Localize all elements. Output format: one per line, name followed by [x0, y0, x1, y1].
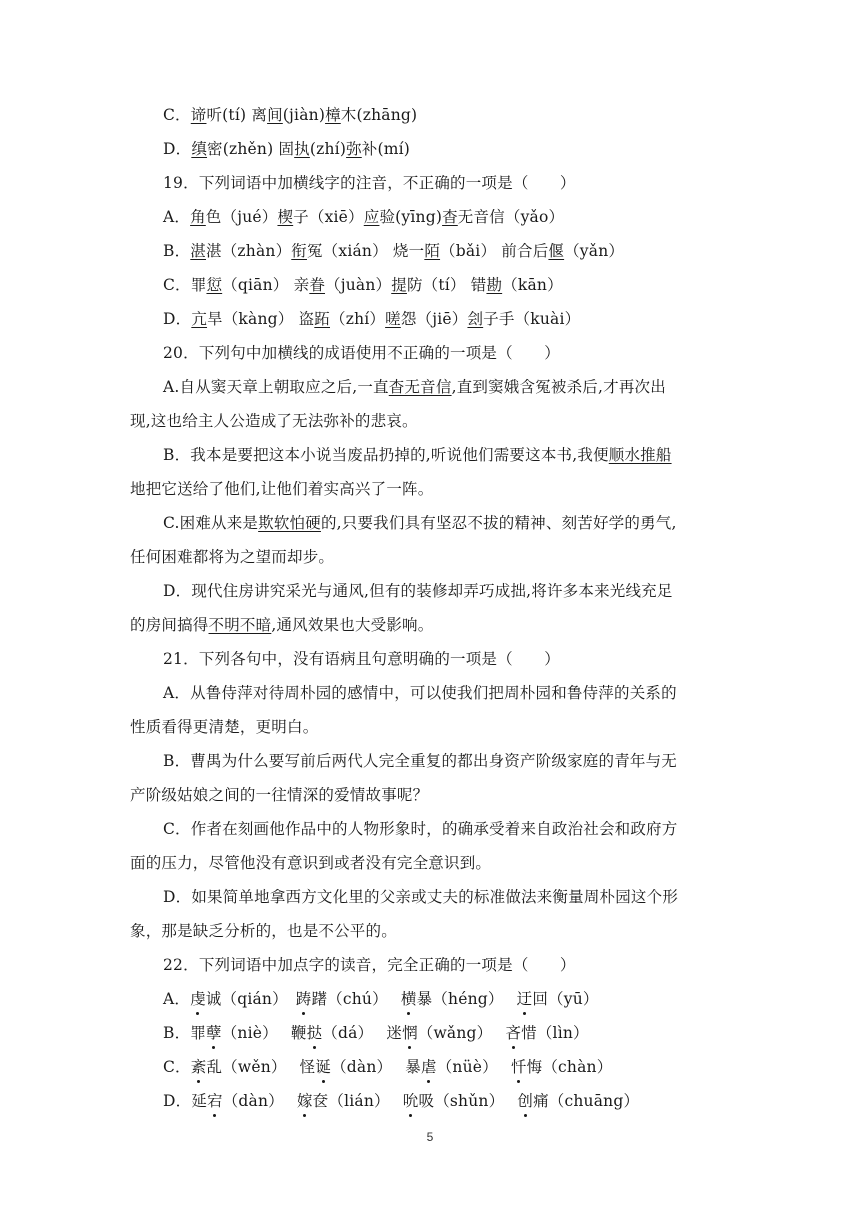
text-line [163, 955, 576, 975]
dotted-char: 嫁 [296, 1092, 313, 1110]
text-segment: （zhí） [330, 310, 386, 328]
text-segment: （dá） 迷 [322, 1024, 403, 1042]
text-segment: 性质看得更清楚，更明白。 [130, 718, 319, 736]
text-segment: （dàn） [222, 1092, 297, 1110]
text-segment: 无音信（yǎo） [457, 208, 565, 226]
text-segment: （wǎng） [417, 1024, 506, 1042]
underlined-text: 刽 [467, 310, 484, 328]
text-line [163, 1023, 589, 1043]
text-segment: 冤（xián） 烧一 [306, 242, 425, 260]
underlined-text: 执 [294, 140, 310, 158]
underlined-text: 樟 [325, 106, 341, 124]
text-segment: B．罪 [163, 1024, 206, 1042]
text-segment: ,通风效果也大受影响。 [271, 616, 434, 634]
text-segment: A．从鲁侍萍对待周朴园的感情中，可以使我们把周朴园和鲁侍萍的关系的 [163, 684, 677, 702]
dotted-char: 惘 [402, 1024, 418, 1042]
dotted-char: 吝 [505, 1024, 522, 1042]
dotted-char: 宕 [207, 1092, 223, 1110]
text-segment: 痛（chuāng） [533, 1092, 640, 1110]
text-segment: 躇（chú） [311, 990, 401, 1008]
underlined-text: 缜 [191, 140, 208, 158]
dotted-char: 挞 [306, 1024, 323, 1042]
text-segment: A． [163, 990, 191, 1008]
dotted-char: 踌 [295, 990, 312, 1008]
text-segment: 任何困难都将为之望而却步。 [130, 548, 335, 566]
text-segment: 的,只要我们具有坚忍不拔的精神、刻苦好学的勇气, [320, 514, 677, 532]
text-line [163, 819, 677, 839]
text-segment: 木(zhāng) [340, 106, 418, 124]
text-line [130, 547, 334, 567]
text-segment: 密(zhěn) 固 [207, 140, 295, 158]
text-segment: C.困难从来是 [163, 514, 259, 532]
text-segment: D．延 [163, 1092, 208, 1110]
text-segment: D． [163, 140, 192, 158]
text-segment: 地把它送给了他们,让他们着实高兴了一阵。 [130, 480, 434, 498]
text-segment: （dàn） 暴 [331, 1058, 422, 1076]
text-segment: C． [163, 106, 191, 124]
text-line [163, 173, 576, 193]
underlined-text: 不明不暗 [208, 616, 272, 634]
text-line [130, 615, 433, 635]
text-segment: B． [163, 242, 191, 260]
text-segment: （nüè） [436, 1058, 511, 1076]
dotted-char: 诞 [315, 1058, 332, 1076]
text-segment: 现,这也给主人公造成了无法弥补的悲哀。 [130, 412, 418, 430]
underlined-text: 眷 [309, 276, 326, 294]
underlined-text: 杳无音信 [388, 378, 452, 396]
text-line [163, 343, 560, 363]
text-segment: D．如果简单地拿西方文化里的父亲或丈夫的标准做法来衡量周朴园这个形 [163, 888, 679, 906]
text-line [130, 479, 433, 499]
text-line [130, 717, 318, 737]
text-segment: 的房间搞得 [130, 616, 209, 634]
text-segment: （juàn） [325, 276, 392, 294]
underlined-text: 应 [363, 208, 380, 226]
text-line [130, 853, 491, 873]
underlined-text: 间 [267, 106, 283, 124]
text-line [163, 581, 673, 601]
text-line [163, 377, 666, 397]
text-segment: （yǎn） [564, 242, 625, 260]
text-segment: 回（yū） [532, 990, 599, 1008]
page-number: 5 [426, 1130, 434, 1144]
text-line [163, 241, 624, 261]
text-line [130, 411, 418, 431]
dotted-char: 横 [400, 990, 417, 1008]
underlined-text: 弥 [346, 140, 362, 158]
text-segment: B．曹禺为什么要写前后两代人完全重复的都出身资产阶级家庭的青年与无 [163, 752, 677, 770]
underlined-text: 提 [391, 276, 407, 294]
text-segment: C．罪 [163, 276, 207, 294]
dotted-char: 虐 [421, 1058, 437, 1076]
underlined-text: 顺水推船 [608, 446, 672, 464]
text-segment: 19．下列词语中加横线字的注音，不正确的一项是（ ） [163, 174, 576, 192]
text-segment: 听(tí) 离 [206, 106, 268, 124]
text-segment: A． [163, 208, 191, 226]
text-segment: 子手（kuài） [483, 310, 581, 328]
text-segment: 面的压力，尽管他没有意识到或者没有完全意识到。 [130, 854, 492, 872]
text-line [163, 887, 678, 907]
text-segment: 湛（zhàn） [206, 242, 292, 260]
text-segment: 22．下列词语中加点字的读音，完全正确的一项是（ ） [163, 956, 576, 974]
text-line [163, 275, 563, 295]
text-segment: 子（xiē） [293, 208, 364, 226]
text-line [130, 785, 428, 805]
text-line [163, 989, 599, 1009]
text-segment: 悔（chàn） [526, 1058, 613, 1076]
text-segment: ,直到窦娥含冤被杀后,才再次出 [451, 378, 666, 396]
text-segment: C． [163, 1058, 191, 1076]
underlined-text: 杳 [442, 208, 458, 226]
dotted-char: 创 [517, 1092, 534, 1110]
text-segment: D． [163, 310, 192, 328]
underlined-text: 嗟 [385, 310, 401, 328]
dotted-char: 虔 [190, 990, 206, 1008]
text-segment: C．作者在刻画他作品中的人物形象时，的确承受着来自政治社会和政府方 [163, 820, 678, 838]
underlined-text: 湛 [190, 242, 206, 260]
text-segment: 产阶级姑娘之间的一往情深的爱情故事呢？ [130, 786, 429, 804]
underlined-text: 欺软怕硬 [258, 514, 321, 532]
text-line [130, 921, 397, 941]
underlined-text: 愆 [206, 276, 223, 294]
dotted-char: 忏 [510, 1058, 527, 1076]
dotted-char: 孽 [206, 1024, 222, 1042]
text-segment: 怨（jiē） [400, 310, 468, 328]
underlined-text: 衔 [291, 242, 307, 260]
text-segment: 诚（qián） [205, 990, 296, 1008]
text-line [163, 105, 417, 125]
text-segment: 乱（wěn） 怪 [206, 1058, 316, 1076]
underlined-text: 角 [190, 208, 206, 226]
text-line [163, 513, 677, 533]
underlined-text: 谛 [190, 106, 207, 124]
text-segment: 验(yīng) [379, 208, 443, 226]
text-line [163, 207, 564, 227]
text-segment: 暴（héng） [416, 990, 517, 1008]
text-line [163, 649, 560, 669]
underlined-text: 勘 [486, 276, 503, 294]
dotted-char: 吮 [402, 1092, 419, 1110]
text-segment: 21．下列各句中，没有语病且句意明确的一项是（ ） [163, 650, 560, 668]
text-segment: （niè） 鞭 [221, 1024, 307, 1042]
underlined-text: 偃 [548, 242, 565, 260]
text-segment: 旱（kàng） 盗 [207, 310, 315, 328]
text-segment: (jiàn) [282, 106, 326, 124]
text-segment: （qiān） 亲 [222, 276, 310, 294]
text-line [163, 309, 580, 329]
text-line [163, 445, 672, 465]
text-segment: 防（tí） 错 [406, 276, 487, 294]
underlined-text: 亢 [191, 310, 208, 328]
text-line [163, 751, 677, 771]
text-line [163, 139, 410, 159]
text-segment: 吸（shǔn） [418, 1092, 518, 1110]
text-segment: 20．下列句中加横线的成语使用不正确的一项是（ ） [163, 344, 560, 362]
underlined-text: 跖 [314, 310, 330, 328]
text-segment: 补(mí) [361, 140, 411, 158]
text-segment: D．现代住房讲究采光与通风,但有的装修却弄巧成拙,将许多本来光线充足 [163, 582, 673, 600]
text-segment: （bǎi） 前合后 [440, 242, 549, 260]
underlined-text: 楔 [277, 208, 294, 226]
text-segment: 惜（lìn） [521, 1024, 589, 1042]
text-line [163, 1057, 612, 1077]
dotted-char: 紊 [190, 1058, 207, 1076]
text-segment: 色（jué） [205, 208, 278, 226]
text-segment: A.自从窦天章上朝取应之后,一直 [163, 378, 389, 396]
text-line [163, 1091, 639, 1111]
text-segment: （kān） [502, 276, 563, 294]
text-segment: (zhí) [309, 140, 347, 158]
text-segment: B．我本是要把这本小说当废品扔掉的,听说他们需要这本书,我便 [163, 446, 609, 464]
dotted-char: 迂 [516, 990, 533, 1008]
text-segment: 象，那是缺乏分析的，也是不公平的。 [130, 922, 397, 940]
text-line [163, 683, 677, 703]
underlined-text: 陌 [424, 242, 441, 260]
text-segment: 奁（lián） [312, 1092, 403, 1110]
